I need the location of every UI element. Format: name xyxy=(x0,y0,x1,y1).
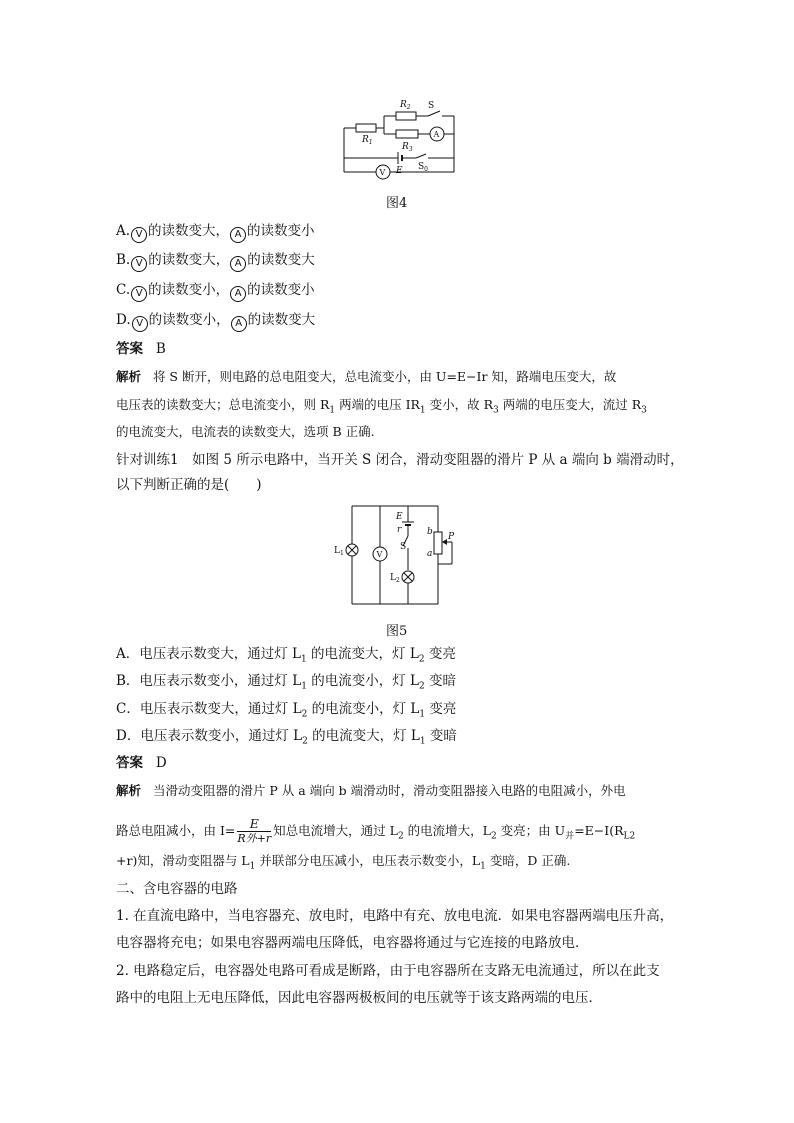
q1-option-c: C. V 的读数变小， A 的读数变小 xyxy=(116,281,315,302)
q2-option-d: D．电压表示数变小，通过灯 $L_2$ 的电流变大，灯 $L_1$ 变暗 xyxy=(116,728,457,747)
fig4-s-label: S xyxy=(428,101,435,111)
fig5-a-label: a xyxy=(427,549,433,559)
fig5-l1-label: $L_1$ xyxy=(334,546,344,557)
fraction-formula: $\frac{E}{\text{R外+r}}$ xyxy=(237,816,272,845)
fig5-e-label: E xyxy=(396,512,403,522)
fig5-r-label: r xyxy=(397,525,402,535)
figure-4-caption: 图4 xyxy=(386,196,408,211)
fig5-voltmeter-label: V xyxy=(376,550,383,559)
fig5-l2-label: $L_2$ xyxy=(390,573,400,584)
q1-option-a: A. V 的读数变大， A 的读数变小 xyxy=(116,222,315,243)
fig4-e-label: E xyxy=(396,166,403,176)
q2-analysis-line-3: +r)知，滑动变阻器与 $L_1$ 并联部分电压减小，电压表示数变小，$L_1$ 变暗，D 正确. xyxy=(116,853,571,872)
q2-option-a: A．电压表示数变大，通过灯 $L_1$ 的电流变大，灯 $L_2$ 变亮 xyxy=(116,646,456,665)
q1-option-d: D. V 的读数变小， A 的读数变大 xyxy=(116,311,315,332)
fig4-voltmeter-label: V xyxy=(379,168,386,177)
figure-4-circuit xyxy=(338,96,462,184)
ammeter-icon: A xyxy=(231,316,247,332)
section-paragraph-1-line-1: 1. 在直流电路中，当电容器充、放电时，电路中有充、放电电流．如果电容器两端电压升高， xyxy=(116,908,674,924)
voltmeter-icon: V xyxy=(131,256,147,272)
section-title: 二、含电容器的电路 xyxy=(116,881,238,897)
q1-analysis-line-2: 电压表的读数变大；总电流变小，则 $R_1$ 两端的电压 $IR_1$ 变小，故 $R_3$ 两端的电压变大，流过 $R_3$ xyxy=(116,397,647,416)
voltmeter-icon: V xyxy=(131,227,147,243)
q1-analysis-line-3: 的电流变大，电流表的读数变大，选项 B 正确. xyxy=(116,424,375,439)
fig4-r3-label: $R_3$ xyxy=(402,142,413,153)
figure-5-caption: 图5 xyxy=(386,624,408,639)
fig4-s0-label: $S_0$ xyxy=(418,162,428,173)
ammeter-icon: A xyxy=(230,286,246,302)
q2-stem-line-2: 以下判断正确的是( ) xyxy=(116,477,262,493)
q1-option-b: B. V 的读数变大， A 的读数变大 xyxy=(116,251,315,272)
fig5-p-label: P xyxy=(448,532,455,542)
voltmeter-icon: V xyxy=(132,316,148,332)
fig4-r1-label: $R_1$ xyxy=(362,135,373,146)
ammeter-icon: A xyxy=(230,256,246,272)
q2-analysis-line-2: 路总电阻减小，由 I= $\frac{E}{\text{R外+r}}$ 知总电流增大，通过 $L_2$ 的电流增大，$L_2$ 变亮；由 $U_并=E-I(R_{L2}$ xyxy=(116,816,636,845)
section-paragraph-1-line-2: 电容器将充电；如果电容器两端电压降低，电容器将通过与它连接的电路放电． xyxy=(116,935,589,951)
fig4-r2-label: $R_2$ xyxy=(400,100,411,111)
q2-analysis-line-1: 解析 当滑动变阻器的滑片 P 从 a 端向 b 端滑动时，滑动变阻器接入电路的电阻减小，外电 xyxy=(116,783,626,798)
q2-answer: 答案 D xyxy=(116,755,167,771)
fig4-ammeter-label: A xyxy=(433,130,440,139)
figure-5-circuit xyxy=(330,502,470,610)
fig5-b-label: b xyxy=(427,527,433,537)
voltmeter-icon: V xyxy=(131,286,147,302)
q1-analysis-line-1: 解析 将 S 断开，则电路的总电阻变大，总电流变小，由 U=E−Ir 知，路端电压变大，故 xyxy=(116,369,617,384)
fig5-s-label: S xyxy=(400,542,407,552)
section-paragraph-2-line-2: 路中的电阻上无电压降低，因此电容器两极板间的电压就等于该支路两端的电压． xyxy=(116,990,602,1006)
ammeter-icon: A xyxy=(230,227,246,243)
q2-option-b: B．电压表示数变小，通过灯 $L_1$ 的电流变小，灯 $L_2$ 变暗 xyxy=(116,673,457,692)
section-paragraph-2-line-1: 2. 电路稳定后，电容器处电路可看成是断路，由于电容器所在支路无电流通过，所以在此支 xyxy=(116,963,660,979)
q2-option-c: C．电压表示数变大，通过灯 $L_2$ 的电流变小，灯 $L_1$ 变亮 xyxy=(116,701,457,720)
q1-answer: 答案 B xyxy=(116,341,166,357)
q2-stem-line-1: 针对训练1 如图 5 所示电路中，当开关 S 闭合，滑动变阻器的滑片 P 从 a 端向 b 端滑动时， xyxy=(116,452,684,468)
